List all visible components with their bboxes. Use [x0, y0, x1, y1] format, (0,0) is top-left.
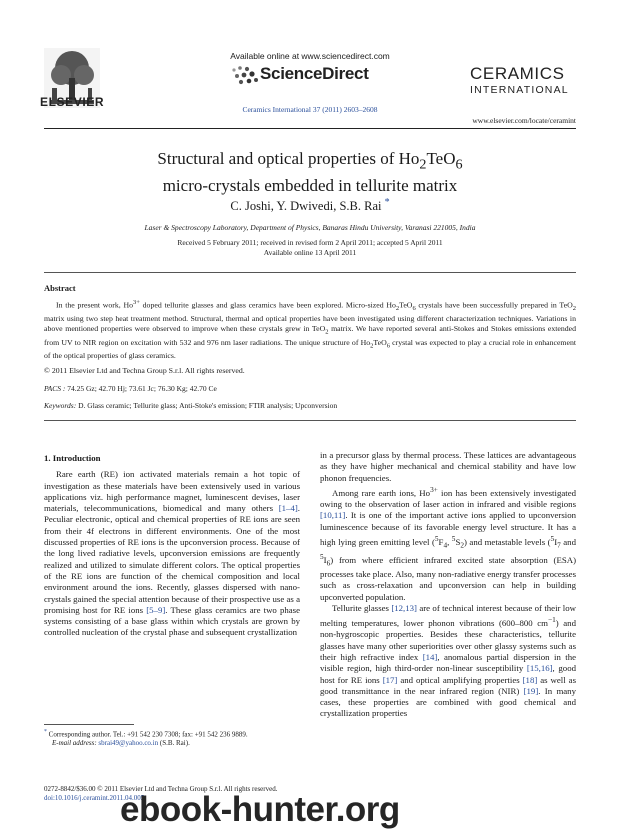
- title-subscript: 2: [419, 156, 427, 173]
- sciencedirect-wordmark: ScienceDirect: [260, 64, 369, 83]
- body-column-left: [44, 453, 300, 639]
- header-rule: [44, 128, 576, 129]
- citation-link[interactable]: [5–9]: [146, 604, 166, 615]
- keywords-values: D. Glass ceramic; Tellurite glass; Anti-Stoke's emission; FTIR analysis; Upconversion: [78, 401, 338, 410]
- watermark-part: ebook: [120, 790, 221, 829]
- footnote-mark[interactable]: *: [44, 729, 47, 735]
- pacs-values: 74.25 Gz; 42.70 Hj; 73.61 Jc; 76.30 Kg; 42.70 Ce: [67, 384, 217, 393]
- authors-text: C. Joshi, Y. Dwivedi, S.B. Rai: [230, 199, 382, 214]
- corresponding-author-mark[interactable]: *: [384, 197, 390, 208]
- footnote-rule: [44, 724, 134, 725]
- abstract-top-rule: [44, 272, 576, 273]
- available-online-notice: Available online at www.sciencedirect.com: [230, 51, 390, 61]
- pacs-label: PACS :: [44, 384, 66, 393]
- citation-link[interactable]: [15,16]: [526, 663, 553, 674]
- paragraph: Rare earth (RE) ion activated materials remain a hot topic of investigation as these materials have been extensively used in various applications viz. high performance magnet, luminescent devises, laser materials, telecommunications, biomedical and many others [1–4]. Peculiar electronic, optical and chemical properties of RE ions are seen from their 4f electrons in different environments. One of the most discussed properties of RE ions is the upconversion process. Because of the long lived radiative levels, upconversion emissions are frequently realized and utilized to simulate different colors. The optical properties of the RE ions are function of the chemical composition and local environment around the ions. Recently, glasses dispersed with nano-crystals gained the special attention because of their prospective use as a promising host for RE ions [5–9]. These glass ceramics are two phase systems consisting of a base glass within which crystals are grown by controlled nucleation of the crystal phase and subsequent crystallization: [44, 469, 300, 638]
- doi-link[interactable]: doi:10.1016/j.ceramint.2011.04.005: [44, 794, 145, 802]
- publisher-name: ELSEVIER: [40, 95, 105, 109]
- citation-link[interactable]: [18]: [522, 674, 538, 685]
- title-subscript: 6: [455, 156, 463, 173]
- journal-url[interactable]: www.elsevier.com/locate/ceramint: [472, 116, 576, 125]
- author-email-link[interactable]: sbrai49@yahoo.co.in: [98, 739, 159, 748]
- received-dates: Received 5 February 2011; received in revised form 2 April 2011; accepted 5 April 2011: [177, 238, 443, 247]
- title-line-2: micro-crystals embedded in tellurite matrix: [162, 176, 458, 196]
- author-list: [0, 197, 620, 214]
- citation-link[interactable]: [14]: [422, 651, 438, 662]
- abstract-heading: Abstract: [44, 283, 76, 293]
- paragraph: Tellurite glasses [12,13] are of technical interest because of their low melting temperatures, lower phonon vibrations (600–800 $cm^{-1}$) and non-hygroscopic properties. Besides these characteristics, tellurite glasses have many other superiorities over other glassy systems such as their high refractive index [14], anomalous partial dispersion in the visible region, high third-order non-linear susceptibility [15,16], good host for RE ions [17] and optical amplifying properties [18] as well as good transmittance in the near infrared region (NIR) [19]. In many cases, these properties are combined with good chemical and crystallization properties: [320, 602, 577, 719]
- email-suffix: (S.B. Rai).: [158, 739, 190, 748]
- journal-name: CERAMICS: [470, 64, 565, 83]
- affiliation: Laser & Spectroscopy Laboratory, Department of Physics, Banaras Hindu University, Varanasi 221005, India: [144, 223, 476, 232]
- citation-link[interactable]: [10,11]: [320, 510, 346, 521]
- paragraph: in a precursor glass by thermal process. These lattices are advantageous as they have higher mechanical and chemical stability and have low phonon frequencies.: [320, 450, 576, 483]
- section-heading: 1. Introduction: [44, 453, 101, 463]
- email-label: E-mail address:: [52, 739, 97, 748]
- title-text: Structural and optical properties of Ho: [157, 149, 420, 168]
- journal-citation[interactable]: Ceramics International 37 (2011) 2603–2608: [242, 105, 378, 114]
- article-title: [0, 148, 620, 196]
- body-column-right: [320, 450, 576, 720]
- citation-link[interactable]: [1–4]: [278, 503, 298, 514]
- citation-link[interactable]: [17]: [382, 674, 398, 685]
- keywords-label: Keywords:: [44, 401, 77, 410]
- article-dates: [0, 238, 620, 258]
- abstract-text: In the present work, $Ho^{3+}$ doped tellurite glasses and glass ceramics have been explored. Micro-sized $Ho_2TeO_6$ crystals have been successfully prepared in TeO$_2$ matrix using two step heat treatment method. Structural, thermal and optical properties have been investigated using different characterization techniques. Variations in above mentioned properties were observed to improve when these crystals grew in TeO$_2$ matrix. We have reported several anti-Stokes and Stokes emissions extended from UV to NIR region on excitation with 532 and 976 nm laser radiations. The unique structure of $Ho_2TeO_6$ crystal was expected to play a crucial role in enhancement of the optical properties of glass ceramics.: [44, 299, 577, 361]
- corresponding-author-footnote: [44, 728, 300, 748]
- paragraph: Among rare earth ions, $Ho^{3+}$ ion has been extensively investigated owing to the observation of laser action in infrared and visible regions [10,11]. It is one of the important active ions applied to upconversion luminescence because of its favorable energy level structure. It has a high lying green emitting level ($^5F_4$, $^5S_2$) and metastable levels ($^5I_7$ and $^5I_6$) from where efficient infrared excited state absorption (ESA) processes take place. Also, many non-radiative energy transfer processes such as cross-relaxation and upconversion can help in building upconverted population.: [320, 484, 576, 602]
- abstract-bottom-rule: [44, 420, 576, 421]
- watermark-part: .org: [335, 790, 400, 829]
- footnote-contact: Corresponding author. Tel.: +91 542 230 7308; fax: +91 542 236 9889.: [46, 730, 248, 739]
- available-date: Available online 13 April 2011: [263, 248, 357, 257]
- watermark-part: hunter: [231, 790, 336, 829]
- title-text: TeO: [426, 149, 456, 168]
- journal-subtitle: INTERNATIONAL: [470, 84, 569, 96]
- pacs-codes: [44, 384, 217, 393]
- issn-copyright: 0272-8842/$36.00 © 2011 Elsevier Ltd and Techna Group S.r.l. All rights reserved.: [44, 785, 278, 793]
- citation-link[interactable]: [19]: [523, 685, 539, 696]
- sciencedirect-dots-icon: [228, 64, 262, 86]
- keywords: [44, 401, 337, 410]
- abstract-copyright: © 2011 Elsevier Ltd and Techna Group S.r.l. All rights reserved.: [44, 366, 245, 375]
- citation-link[interactable]: [12,13]: [391, 602, 417, 613]
- watermark-separator: -: [220, 790, 232, 829]
- watermark: [120, 790, 400, 830]
